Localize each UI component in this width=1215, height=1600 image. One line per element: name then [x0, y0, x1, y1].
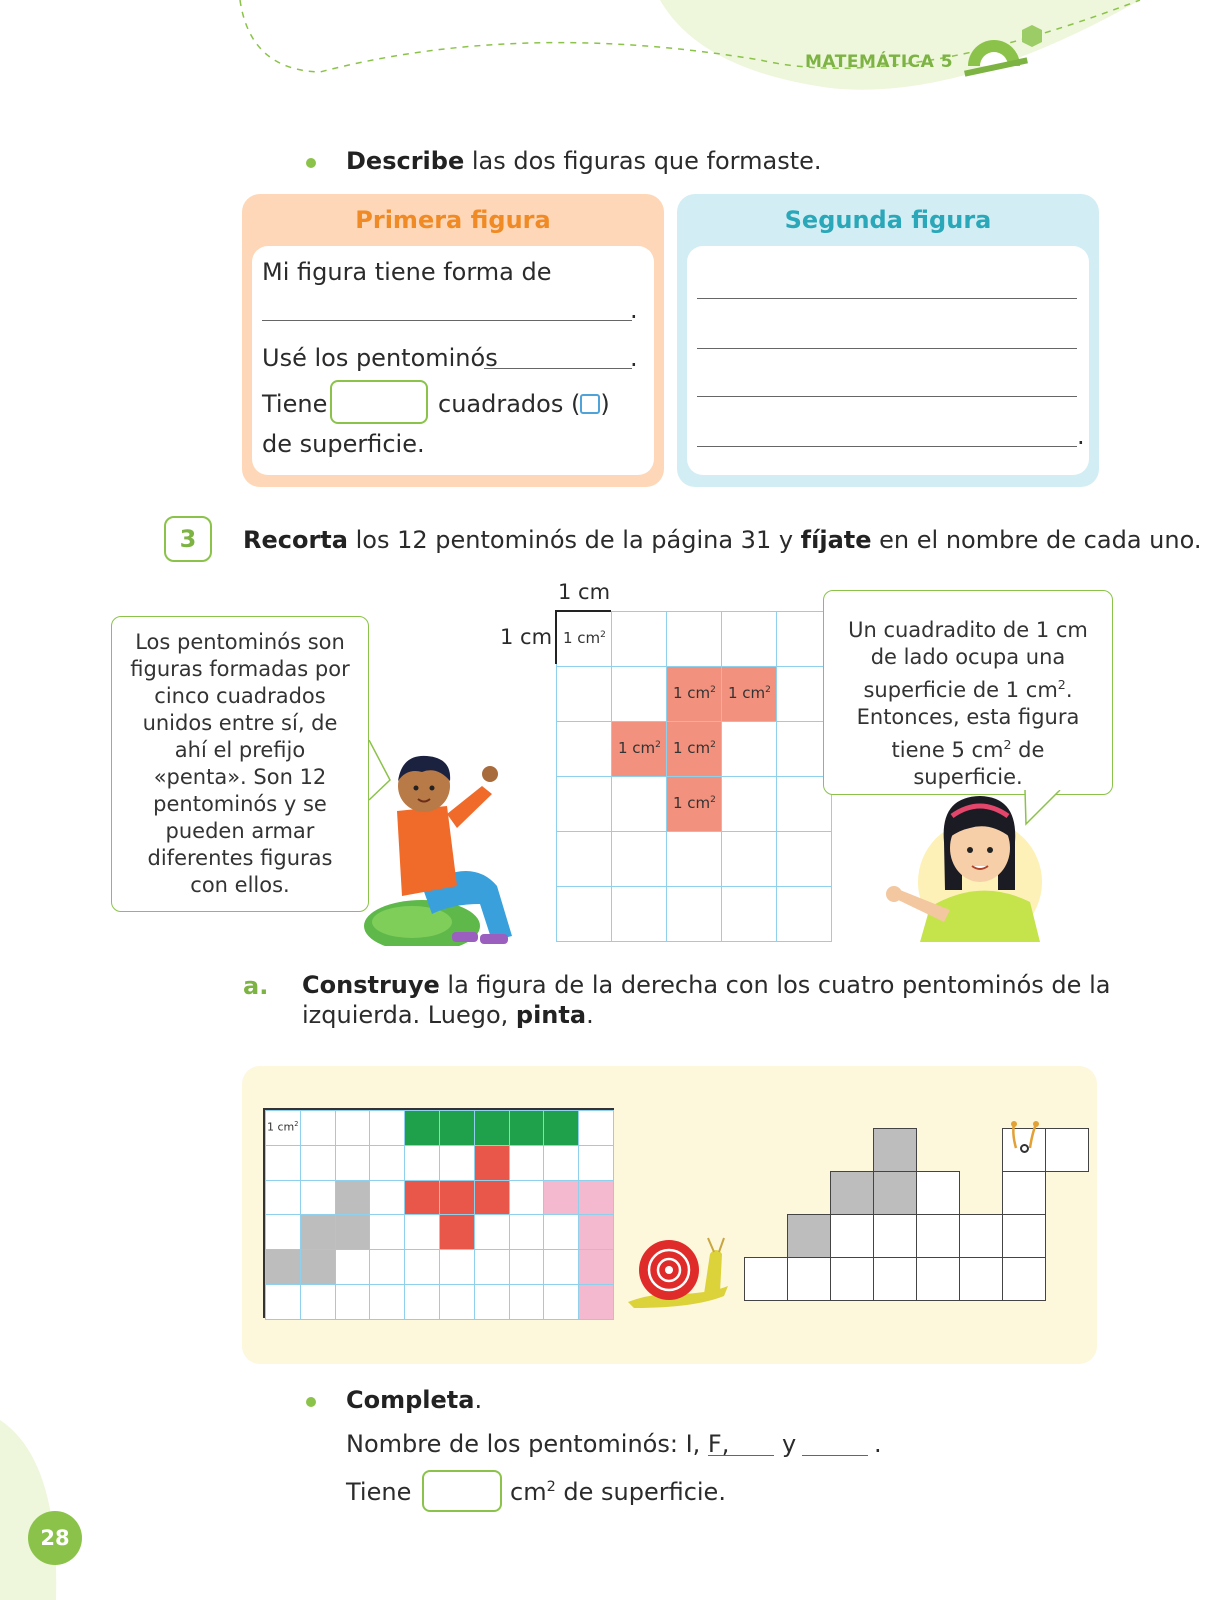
- pentomino-grid-cell: [439, 1145, 475, 1181]
- example-grid: [556, 611, 836, 937]
- target-figure-cell: [959, 1214, 1003, 1258]
- name-answer-line-2[interactable]: [802, 1455, 868, 1456]
- pentomino-grid-cell: [300, 1145, 336, 1181]
- name-answer-line-1[interactable]: [708, 1455, 774, 1456]
- pentomino-grid-cell: [509, 1249, 545, 1285]
- pentomino-grid: [263, 1108, 614, 1318]
- right-speech-bubble: Un cuadradito de 1 cm de lado ocupa una superficie de 1 $cm^2$. Entonces, esta figura tiene 5 $cm^2$ de superficie.: [823, 590, 1113, 795]
- grid-cell: [611, 776, 667, 832]
- pentomino-grid-cell: [543, 1145, 579, 1181]
- part-a-instruction: Construye la figura de la derecha con los cuatro pentominós de la izquierda. Luego, pinta.: [302, 971, 1111, 1029]
- pentomino-grid-cell: [474, 1249, 510, 1285]
- unit-square-label: 1 $cm^2$: [267, 1120, 299, 1134]
- grid-cell: [721, 611, 777, 667]
- grid-cell: [556, 721, 612, 777]
- pentomino-grid-cell: [404, 1145, 440, 1181]
- first-figure-title: Primera figura: [355, 206, 551, 234]
- target-figure-cell: [873, 1214, 917, 1258]
- has-label: Tiene: [262, 390, 328, 418]
- second-figure-title: Segunda figura: [784, 206, 992, 234]
- pentomino-grid-cell: [335, 1180, 371, 1216]
- pentomino-grid-cell: [300, 1284, 336, 1320]
- target-figure-cell: [787, 1214, 831, 1258]
- pentomino-grid-cell: [404, 1214, 440, 1250]
- pentomino-grid-cell: [439, 1249, 475, 1285]
- grid-cell: [611, 831, 667, 887]
- pentomino-grid-cell: [439, 1180, 475, 1216]
- subject-title: MATEMÁTICA 5: [805, 52, 954, 72]
- pentomino-grid-cell: [474, 1214, 510, 1250]
- pentomino-grid-cell: [369, 1214, 405, 1250]
- pentomino-grid-cell: [439, 1214, 475, 1250]
- pentomino-grid-cell: [404, 1180, 440, 1216]
- exercise-number: 3: [164, 516, 212, 562]
- squares-count-box[interactable]: [330, 380, 428, 424]
- pentomino-grid-cell: [474, 1110, 510, 1146]
- pentomino-grid-cell: [543, 1180, 579, 1216]
- part-a-letter: a.: [243, 972, 269, 1000]
- grid-cell: [556, 886, 612, 942]
- square-unit-icon: [580, 394, 600, 414]
- snail-illustration: [624, 1232, 734, 1312]
- grid-cell: [556, 611, 612, 667]
- target-figure-cell: [744, 1257, 788, 1301]
- area-answer-box[interactable]: [422, 1470, 502, 1512]
- grid-cell: [666, 721, 722, 777]
- grid-cell: [666, 611, 722, 667]
- pentomino-grid-cell: [300, 1110, 336, 1146]
- target-figure-cell: [830, 1257, 874, 1301]
- girl-illustration: [880, 782, 1060, 942]
- left-speech-bubble: Los pentominós son figuras formadas por cinco cuadrados unidos entre sí, de ahí el prefijo «penta». Son 12 pentominós y se pueden armar diferentes figuras con ellos.: [111, 616, 369, 912]
- pentomino-grid-cell: [335, 1249, 371, 1285]
- unit-square-label: 1 $cm^2$: [673, 794, 716, 812]
- complete-instruction: Completa.: [346, 1386, 483, 1414]
- squares-label: cuadrados (: [438, 390, 581, 418]
- pentomino-grid-cell: [369, 1145, 405, 1181]
- pentomino-grid-cell: [265, 1180, 301, 1216]
- pentomino-grid-cell: [335, 1145, 371, 1181]
- shape-prompt: Mi figura tiene forma de: [262, 258, 552, 286]
- answer-line-4[interactable]: [697, 446, 1077, 447]
- target-figure-cell: [1002, 1257, 1046, 1301]
- answer-line-2[interactable]: [697, 348, 1077, 349]
- pentomino-grid-cell: [300, 1249, 336, 1285]
- grid-cell: [776, 886, 832, 942]
- exercise-3-instruction: Recorta los 12 pentominós de la página 31 y fíjate en el nombre de cada uno.: [243, 526, 1202, 554]
- has-label: Tiene: [346, 1478, 412, 1506]
- pentomino-grid-cell: [369, 1110, 405, 1146]
- pentomino-grid-cell: [404, 1249, 440, 1285]
- grid-cell: [611, 666, 667, 722]
- shape-answer-line[interactable]: [262, 320, 632, 321]
- bullet: [306, 158, 316, 168]
- pentomino-grid-cell: [335, 1284, 371, 1320]
- target-figure-cell: [916, 1257, 960, 1301]
- grid-cell: [721, 666, 777, 722]
- pentomino-grid-cell: [404, 1110, 440, 1146]
- pentomino-grid-cell: [265, 1145, 301, 1181]
- pentomino-grid-cell: [474, 1180, 510, 1216]
- page-number: 28: [28, 1511, 82, 1565]
- target-figure-cell: [873, 1171, 917, 1215]
- grid-cell: [666, 831, 722, 887]
- protractor-icon: [960, 20, 1050, 80]
- pentomino-names-prompt: Nombre de los pentominós: I, F,: [346, 1430, 730, 1458]
- grid-cell: [611, 721, 667, 777]
- pentomino-grid-cell: [578, 1214, 614, 1250]
- pentomino-grid-cell: [300, 1180, 336, 1216]
- grid-left-label: 1 cm: [500, 625, 553, 649]
- target-figure-cell: [873, 1128, 917, 1172]
- pentomino-grid-cell: [578, 1110, 614, 1146]
- grid-cell: [666, 666, 722, 722]
- unit-square-label: 1 $cm^2$: [728, 684, 771, 702]
- pentomino-grid-cell: [439, 1110, 475, 1146]
- grid-cell: [666, 776, 722, 832]
- pentomino-grid-cell: [543, 1284, 579, 1320]
- pentomino-grid-cell: [543, 1214, 579, 1250]
- target-figure-cell: [787, 1257, 831, 1301]
- pentomino-grid-cell: [265, 1249, 301, 1285]
- pentominoes-used-prompt: Usé los pentominós: [262, 344, 498, 372]
- antennae-icon: [1006, 1120, 1046, 1150]
- grid-cell: [556, 666, 612, 722]
- pentomino-grid-cell: [509, 1110, 545, 1146]
- pentomino-grid-cell: [369, 1180, 405, 1216]
- grid-cell: [721, 776, 777, 832]
- corner-decoration: [0, 1420, 70, 1600]
- cm-ruler-left: [555, 610, 557, 664]
- target-figure-cell: [959, 1257, 1003, 1301]
- grid-cell: [776, 831, 832, 887]
- target-figure-cell: [830, 1214, 874, 1258]
- pentomino-grid-cell: [578, 1145, 614, 1181]
- grid-cell: [611, 886, 667, 942]
- pentomino-grid-cell: [265, 1284, 301, 1320]
- pentomino-grid-cell: [474, 1145, 510, 1181]
- target-figure-cell: [873, 1257, 917, 1301]
- unit-square-label: 1 $cm^2$: [618, 739, 661, 757]
- cm-ruler-top: [555, 610, 611, 612]
- grid-cell: [721, 886, 777, 942]
- pentomino-grid-cell: [265, 1214, 301, 1250]
- pentomino-grid-cell: [543, 1249, 579, 1285]
- pentomino-grid-cell: [404, 1284, 440, 1320]
- and-label: y: [782, 1430, 797, 1458]
- pentomino-grid-cell: [578, 1284, 614, 1320]
- pentomino-grid-cell: [509, 1145, 545, 1181]
- grid-cell: [611, 611, 667, 667]
- target-figure-cell: [916, 1171, 960, 1215]
- grid-cell: [556, 776, 612, 832]
- pentomino-grid-cell: [578, 1249, 614, 1285]
- grid-cell: [721, 831, 777, 887]
- target-figure-cell: [1002, 1214, 1046, 1258]
- pentomino-grid-cell: [509, 1214, 545, 1250]
- pentomino-grid-cell: [335, 1110, 371, 1146]
- pentomino-grid-cell: [300, 1214, 336, 1250]
- first-figure-card: Primera figura Mi figura tiene forma de . Usé los pentominós . Tiene cuadrados ( ) de superficie.: [242, 194, 664, 487]
- surface-label: de superficie.: [262, 430, 425, 458]
- area-unit-label: $cm^2$ de superficie.: [510, 1478, 726, 1506]
- target-figure-cell: [1002, 1171, 1046, 1215]
- boy-illustration: [362, 736, 532, 946]
- pentomino-grid-cell: [335, 1214, 371, 1250]
- unit-square-label: 1 $cm^2$: [563, 629, 606, 647]
- grid-cell: [556, 831, 612, 887]
- describe-instruction: Describe las dos figuras que formaste.: [346, 147, 822, 175]
- target-figure-cell: [830, 1171, 874, 1215]
- pentomino-grid-cell: [265, 1110, 301, 1146]
- bullet: [306, 1397, 316, 1407]
- answer-line-1[interactable]: [697, 298, 1077, 299]
- grid-cell: [721, 721, 777, 777]
- pentominoes-used-line[interactable]: [484, 368, 632, 369]
- answer-line-3[interactable]: [697, 396, 1077, 397]
- target-figure-cell: [916, 1214, 960, 1258]
- unit-square-label: 1 $cm^2$: [673, 739, 716, 757]
- pentomino-grid-cell: [474, 1284, 510, 1320]
- pentomino-grid-cell: [369, 1249, 405, 1285]
- grid-cell: [666, 886, 722, 942]
- pentomino-grid-cell: [509, 1180, 545, 1216]
- unit-square-label: 1 $cm^2$: [673, 684, 716, 702]
- target-figure-cell: [1045, 1128, 1089, 1172]
- pentomino-grid-cell: [509, 1284, 545, 1320]
- pentomino-grid-cell: [578, 1180, 614, 1216]
- grid-top-label: 1 cm: [558, 580, 611, 604]
- pentomino-grid-cell: [439, 1284, 475, 1320]
- pentomino-grid-cell: [369, 1284, 405, 1320]
- second-figure-card: Segunda figura .: [677, 194, 1099, 487]
- pentomino-grid-cell: [543, 1110, 579, 1146]
